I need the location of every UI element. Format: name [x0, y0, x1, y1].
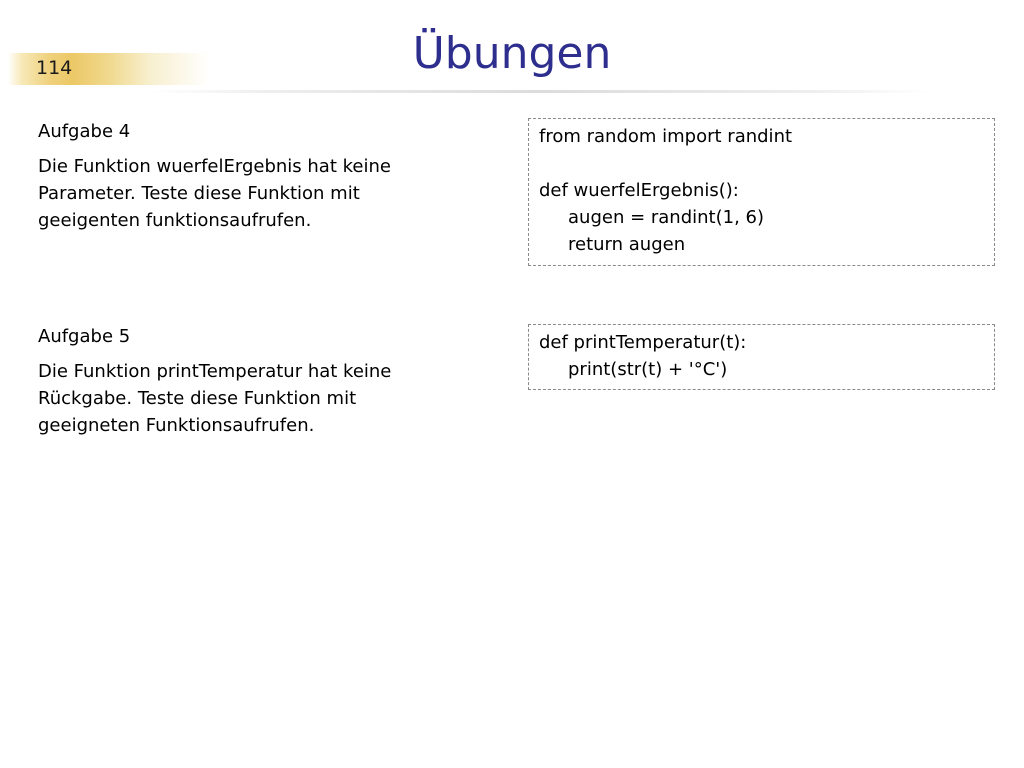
task-5 — [38, 323, 448, 439]
code-line: print(str(t) + '°C') — [568, 359, 728, 380]
code-line: return augen — [568, 234, 686, 255]
page-number: 114 — [36, 57, 73, 79]
code-block-temperatur — [528, 324, 995, 390]
task-4-description: Die Funktion wuerfelErgebnis hat keine Parameter. Teste diese Funktion mit geeigenten funktionsaufrufen. — [38, 156, 391, 231]
task-5-description: Die Funktion printTemperatur hat keine Rückgabe. Teste diese Funktion mit geeigneten Funktionsaufrufen. — [38, 361, 392, 436]
code-line: def wuerfelErgebnis(): — [539, 180, 739, 201]
task-4-heading: Aufgabe 4 — [38, 121, 131, 142]
slide-title: Übungen — [412, 28, 612, 79]
code-line: def printTemperatur(t): — [539, 332, 747, 353]
code-line: augen = randint(1, 6) — [568, 207, 764, 228]
code-line-blank — [539, 150, 984, 177]
code-line: from random import randint — [539, 126, 793, 147]
code-block-wuerfel — [528, 118, 995, 266]
task-4 — [38, 118, 448, 234]
title-divider — [150, 90, 930, 93]
task-5-heading: Aufgabe 5 — [38, 326, 131, 347]
